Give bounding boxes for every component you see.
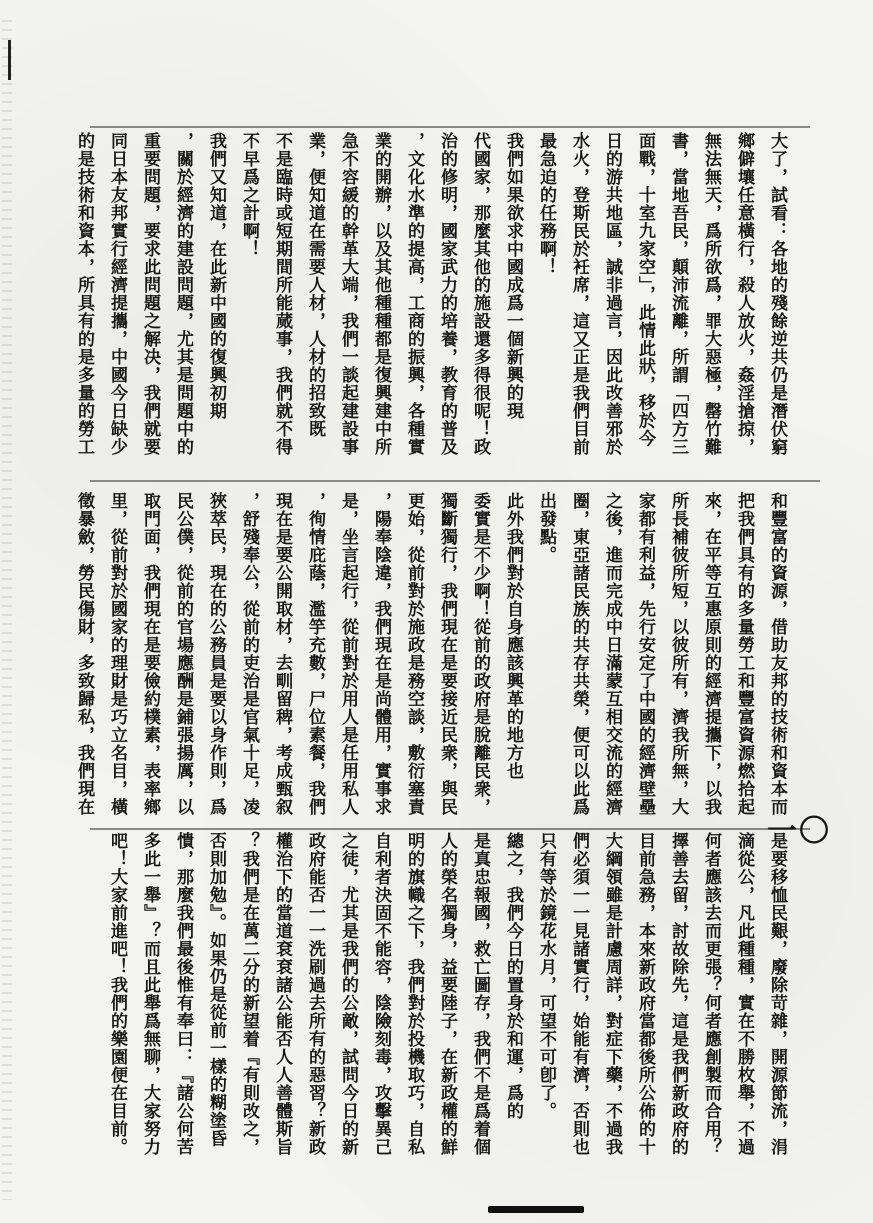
text-column: ？我們是在萬二分的新望着『有則改之，	[239, 832, 259, 1156]
section-divider	[90, 480, 820, 482]
text-column: 是，坐言起行，從前對於用人是任用私人	[338, 492, 358, 816]
text-column: 無法無天，爲所欲爲，罪大惡極，罄竹難	[701, 132, 721, 456]
text-column: 明的旗幟之下，我們對於投機取巧，自私	[404, 832, 424, 1156]
text-column: 急不容緩的幹革大端，我們一談起建設事	[338, 132, 358, 456]
text-column: 們必須一一見諸實行，始能有濟，否則也	[569, 832, 589, 1156]
footer-mark	[488, 1206, 584, 1213]
text-column: 何者應該去而更張？何者應創製而合用？	[701, 832, 721, 1156]
text-column: 民公僕，從前的官場應酬是鋪張揚厲，以	[173, 492, 193, 816]
text-column: 擇善去留，討故除先，這是我們新政府的	[668, 832, 688, 1156]
text-column: 所長補彼所短，以彼所有，濟我所無，大	[668, 492, 688, 816]
text-column: 政府能否一一洗刷過去所有的惡習？新政	[305, 832, 325, 1156]
text-column: 否則加勉』。如果仍是從前一樣的糊塗昏	[206, 832, 226, 1148]
text-column: 委實是不少啊！從前的政府是脫離民衆，	[470, 492, 490, 816]
text-column: 日的游共地區，誠非過言，因此改善邪於	[602, 132, 622, 456]
text-column: 里，從前對於國家的理財是巧立名目，橫	[107, 492, 127, 816]
text-column: 更始，從前對於施政是務空談，敷衍塞責	[404, 492, 424, 816]
section-divider	[90, 126, 810, 128]
text-column: 是真忠報國，救亡圖存，我們不是爲着個	[470, 832, 490, 1156]
text-column: 自利者決固不能容，陰險刻毒，攻擊異己	[371, 832, 391, 1156]
scan-edge-mark	[8, 40, 11, 80]
text-column: 之徒，尤其是我們的公敵，試問今日的新	[338, 832, 358, 1156]
text-column: ，陽奉陰違，我們現在是尚體用，實事求	[371, 492, 391, 816]
text-column: 現在是要公開取材，去甽留稗，考成甄叙	[272, 492, 292, 816]
text-column: 業，便知道在需要人材，人材的招致既	[305, 132, 325, 438]
text-column: 只有等於鏡花水月，可望不可卽了。	[536, 832, 556, 1120]
text-column: 是要移恤民艱，廢除苛雜，開源節流，涓	[767, 832, 787, 1156]
text-column: 大了，試看：各地的殘餘逆共仍是潛伏窮	[767, 132, 787, 456]
text-column: ，文化水準的提高，工商的振興，各種實	[404, 132, 424, 456]
text-column: 大綱領雖是計慮周詳，對症下藥，不過我	[602, 832, 622, 1156]
text-column: 同日本友邦實行經濟提攜，中國今日缺少	[107, 132, 127, 456]
text-column: 獨斷獨行，我們現在是要接近民衆，與民	[437, 492, 457, 816]
text-column: 取門面，我們現在是要儉約樸素，表率鄉	[140, 492, 160, 816]
text-column: ，舒殘奉公，從前的吏治是官氣十足，凌	[239, 492, 259, 816]
text-column: 此外我們對於自身應該興革的地方也	[503, 492, 523, 780]
text-column: 權治下的當道袞袞諸公能否人人善體斯旨	[272, 832, 292, 1156]
text-column: ，關於經濟的建設問題，尤其是問題中的	[173, 132, 193, 456]
text-column: 來，在平等互惠原則的經濟提攜下，以我	[701, 492, 721, 816]
text-column: 不是臨時或短期間所能蒇事，我們就不得	[272, 132, 292, 456]
text-column: 出發點。	[536, 492, 556, 564]
text-column: 我們又知道，在此新中國的復興初期	[206, 132, 226, 420]
text-column: 我們如果欲求中國成爲一個新興的現	[503, 132, 523, 420]
text-column: 和豐富的資源，借助友邦的技術和資本而	[767, 492, 787, 816]
top-text-block	[67, 132, 793, 467]
text-column: 圈，東亞諸民族的共存共榮，便可以此爲	[569, 492, 589, 816]
text-column: 業的開辦，以及其他種種都是復興建中所	[371, 132, 391, 456]
section-divider	[90, 828, 810, 830]
text-column: 重要問題，要求此問題之解决，我們就要	[140, 132, 160, 456]
text-column: 代國家，那麼其他的施設還多得很呢！政	[470, 132, 490, 456]
text-column: ，徇情庇蔭，濫竽充數，尸位素餐，我們	[305, 492, 325, 816]
text-column: 不早爲之計啊！	[239, 132, 259, 258]
text-column: 狹萃民，現在的公務員是要以身作則，爲	[206, 492, 226, 816]
text-column: 吧！大家前進吧！我們的樂園便在目前。	[107, 832, 127, 1156]
text-column: 面戰，十室九家空」，此情此狀，移於今	[635, 132, 655, 448]
text-column: 最急迫的任務啊！	[536, 132, 556, 276]
text-column: 治的修明，國家武力的培養，教育的普及	[437, 132, 457, 456]
page-number: 一〇	[767, 814, 831, 849]
text-column: 滴從公，凡此種種，實在不勝枚舉，不過	[734, 832, 754, 1156]
text-column: 把我們具有的多量勞工和豐富資源燃拾起	[734, 492, 754, 816]
text-column: 徵暴斂，勞民傷財，多致歸私，我們現在	[74, 492, 94, 816]
text-column: 總之，我們今日的置身於和運，爲的	[503, 832, 523, 1120]
text-column: 書，當地吾民，顛沛流離，所謂「四方三	[668, 132, 688, 456]
text-column: 目前急務，本來新政府當都後所公佈的十	[635, 832, 655, 1156]
text-column: 的是技術和資本，所具有的是多量的勞工	[74, 132, 94, 456]
text-column: 鄉僻壤任意橫行，殺人放火，姦淫搶掠，	[734, 132, 754, 456]
text-column: 多此一舉』？而且此舉爲無聊，大家努力	[140, 832, 160, 1156]
text-column: 之後，進而完成中日滿蒙互相交流的經濟	[602, 492, 622, 816]
bottom-text-block	[100, 832, 793, 1172]
text-column: 憒，那麼我們最後惟有奉曰：『諸公何苦	[173, 832, 193, 1156]
text-column: 水火，登斯民於衽席，這又正是我們目前	[569, 132, 589, 456]
text-column: 家都有利益，先行安定了中國的經濟壁壘	[635, 492, 655, 816]
text-column: 人的榮名獨身，益要陸子，在新政權的鮮	[437, 832, 457, 1156]
scan-edge-noise	[2, 20, 12, 1200]
middle-text-block	[67, 492, 793, 822]
